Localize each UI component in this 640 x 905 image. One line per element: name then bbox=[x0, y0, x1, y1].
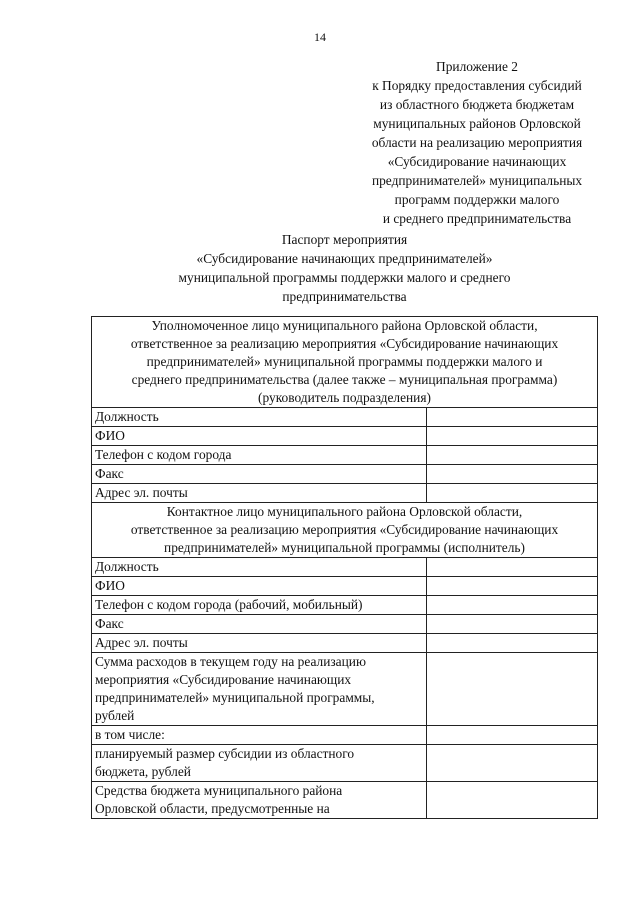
phone-label: Телефон с кодом города bbox=[92, 446, 427, 465]
title-line: Паспорт мероприятия bbox=[281, 232, 408, 247]
local-budget-value-cell bbox=[427, 782, 598, 819]
appendix-line: и среднего предпринимательства bbox=[382, 211, 572, 226]
label-line: Сумма расходов в текущем году на реализацию bbox=[95, 654, 366, 669]
email-value-cell bbox=[427, 484, 598, 503]
full-name-value-cell bbox=[427, 577, 598, 596]
appendix-header bbox=[312, 57, 640, 228]
label-line: бюджета, рублей bbox=[95, 764, 191, 779]
header-line: предпринимателей» муниципальной программы (исполнитель) bbox=[164, 540, 525, 555]
header-line: (руководитель подразделения) bbox=[258, 390, 431, 405]
table-row bbox=[92, 782, 598, 819]
regional-subsidy-value-cell bbox=[427, 745, 598, 782]
appendix-line: муниципальных районов Орловской bbox=[373, 116, 581, 131]
table-row bbox=[92, 596, 598, 615]
appendix-line: области на реализацию мероприятия bbox=[371, 135, 583, 150]
label-line: предпринимателей» муниципальной программы, bbox=[95, 690, 375, 705]
appendix-line: программ поддержки малого bbox=[394, 192, 560, 207]
fax-value-cell bbox=[427, 615, 598, 634]
section-header-row bbox=[92, 317, 598, 408]
position-label: Должность bbox=[92, 558, 427, 577]
label-line: рублей bbox=[95, 708, 135, 723]
appendix-line: к Порядку предоставления субсидий bbox=[372, 78, 582, 93]
full-name-value-cell bbox=[427, 427, 598, 446]
label-line: планируемый размер субсидии из областного bbox=[95, 746, 355, 761]
fax-label: Факс bbox=[92, 465, 427, 484]
table-row bbox=[92, 634, 598, 653]
label-line: Средства бюджета муниципального района bbox=[95, 783, 343, 798]
position-value-cell bbox=[427, 408, 598, 427]
table-row bbox=[92, 484, 598, 503]
table-row bbox=[92, 427, 598, 446]
total-expenses-label bbox=[92, 653, 427, 726]
header-line: ответственное за реализацию мероприятия «Субсидирование начинающих bbox=[130, 522, 559, 537]
header-line: Уполномоченное лицо муниципального района Орловской области, bbox=[151, 318, 538, 333]
header-line: ответственное за реализацию мероприятия «Субсидирование начинающих bbox=[130, 336, 559, 351]
full-name-label: ФИО bbox=[92, 577, 427, 596]
phone-value-cell bbox=[427, 596, 598, 615]
position-label: Должность bbox=[92, 408, 427, 427]
header-line: предпринимателей» муниципальной программы поддержки малого и bbox=[146, 354, 543, 369]
regional-subsidy-label bbox=[92, 745, 427, 782]
table-row bbox=[92, 465, 598, 484]
responsible-person-header bbox=[92, 317, 598, 408]
including-value-cell bbox=[427, 726, 598, 745]
title-line: муниципальной программы поддержки малого и среднего bbox=[178, 270, 511, 285]
table-row bbox=[92, 726, 598, 745]
table-row bbox=[92, 745, 598, 782]
label-line: Орловской области, предусмотренные на bbox=[95, 801, 330, 816]
document-title bbox=[92, 230, 597, 306]
title-line: предпринимательства bbox=[282, 289, 407, 304]
table-row bbox=[92, 577, 598, 596]
table-row bbox=[92, 615, 598, 634]
header-line: среднего предпринимательства (далее также – муниципальная программа) bbox=[131, 372, 558, 387]
local-budget-label bbox=[92, 782, 427, 819]
fax-value-cell bbox=[427, 465, 598, 484]
page-number: 14 bbox=[314, 30, 326, 44]
label-line: мероприятия «Субсидирование начинающих bbox=[95, 672, 352, 687]
appendix-line: из областного бюджета бюджетам bbox=[379, 97, 575, 112]
email-label: Адрес эл. почты bbox=[92, 484, 427, 503]
appendix-line: «Субсидирование начинающих bbox=[387, 154, 567, 169]
table-row bbox=[92, 446, 598, 465]
position-value-cell bbox=[427, 558, 598, 577]
including-label: в том числе: bbox=[92, 726, 427, 745]
contact-person-header bbox=[92, 503, 598, 558]
email-value-cell bbox=[427, 634, 598, 653]
full-name-label: ФИО bbox=[92, 427, 427, 446]
title-line: «Субсидирование начинающих предпринимателей» bbox=[196, 251, 493, 266]
table-row bbox=[92, 408, 598, 427]
header-line: Контактное лицо муниципального района Орловской области, bbox=[166, 504, 523, 519]
phone-label: Телефон с кодом города (рабочий, мобильный) bbox=[92, 596, 427, 615]
appendix-line: предпринимателей» муниципальных bbox=[371, 173, 583, 188]
table-row bbox=[92, 558, 598, 577]
fax-label: Факс bbox=[92, 615, 427, 634]
email-label: Адрес эл. почты bbox=[92, 634, 427, 653]
phone-value-cell bbox=[427, 446, 598, 465]
appendix-line: Приложение 2 bbox=[436, 59, 518, 74]
table-row bbox=[92, 653, 598, 726]
passport-table bbox=[91, 316, 598, 819]
section-header-row bbox=[92, 503, 598, 558]
total-expenses-value-cell bbox=[427, 653, 598, 726]
